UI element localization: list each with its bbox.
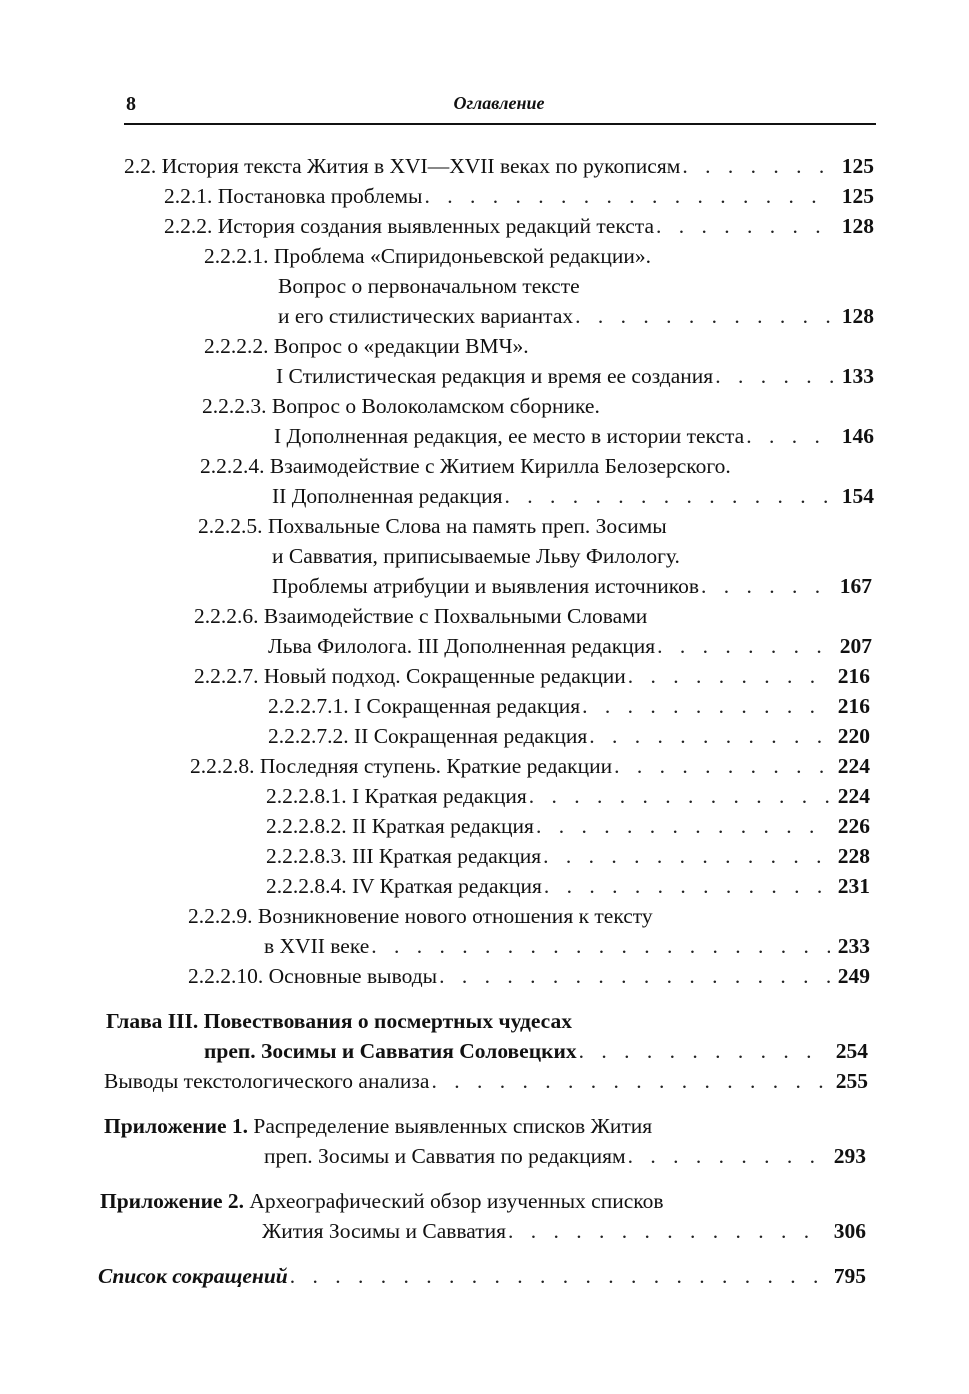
toc-entry: Льва Филолога. III Дополненная редакция . . . 207 [268, 631, 872, 661]
toc-entry: 2.2.2.7.1. I Сокращенная редакция . . . 216 [268, 691, 870, 721]
toc-entry: 2.2.2.8. Последняя ступень. Краткие редакции . . . 224 [190, 751, 870, 781]
toc-entry: 2.2.2.10. Основные выводы . . . 249 [188, 961, 870, 991]
toc-entry: в XVII веке . . . 233 [264, 931, 870, 961]
toc-entry: 2.2.2.7. Новый подход. Сокращенные редакции . . . 216 [194, 661, 870, 691]
toc-entry: Вопрос о первоначальном тексте [278, 274, 580, 298]
toc-entry: 2.2.2.9. Возникновение нового отношения к тексту [188, 904, 653, 928]
running-title: Оглавление [453, 93, 545, 113]
toc-entry: Список сокращений . . . 795 [98, 1261, 866, 1291]
toc-entry: 2.2.2.8.3. III Краткая редакция . . . 228 [266, 841, 870, 871]
toc-entry: и Савватия, приписываемые Льву Филологу. [272, 544, 680, 568]
toc-entry: 2.2. История текста Жития в XVI—XVII веках по рукописям . . . 125 [124, 151, 874, 181]
toc-entry: преп. Зосимы и Савватия по редакциям . . . 293 [264, 1141, 866, 1171]
toc-entry: 2.2.2.8.1. I Краткая редакция . . . 224 [266, 781, 870, 811]
toc-entry: Жития Зосимы и Савватия . . . 306 [262, 1216, 866, 1246]
toc-entry: 2.2.1. Постановка проблемы . . . 125 [164, 181, 874, 211]
toc-entry: преп. Зосимы и Савватия Соловецких . . . 254 [204, 1036, 868, 1066]
toc-entry: 2.2.2.7.2. II Сокращенная редакция . . . 220 [268, 721, 870, 751]
toc-entry: 2.2.2. История создания выявленных редакций текста . . . 128 [164, 211, 874, 241]
toc-entry: Проблемы атрибуции и выявления источников . . . 167 [272, 571, 872, 601]
toc-entry: 2.2.2.6. Взаимодействие с Похвальными Словами [194, 604, 648, 628]
page-number: 8 [126, 93, 136, 115]
toc-entry: 2.2.2.1. Проблема «Спиридоньевской редакции». [204, 244, 651, 268]
toc-entry: 2.2.2.8.4. IV Краткая редакция . . . 231 [266, 871, 870, 901]
toc-appendix-heading: Приложение 2. Археографический обзор изученных списков [100, 1189, 664, 1213]
toc-entry: 2.2.2.4. Взаимодействие с Житием Кирилла Белозерского. [200, 454, 731, 478]
toc-appendix-heading: Приложение 1. Распределение выявленных списков Жития [104, 1114, 653, 1138]
toc-entry: и его стилистических вариантах . . . 128 [278, 301, 874, 331]
toc-entry: 2.2.2.8.2. II Краткая редакция . . . 226 [266, 811, 870, 841]
toc-entry: 2.2.2.2. Вопрос о «редакции ВМЧ». [204, 334, 529, 358]
toc-entry: I Стилистическая редакция и время ее создания . . . 133 [276, 361, 874, 391]
toc-entry: 2.2.2.5. Похвальные Слова на память преп. Зосимы [198, 514, 667, 538]
toc-chapter-heading: Глава III. Повествования о посмертных чудесах [106, 1009, 572, 1033]
toc-entry: Выводы текстологического анализа . . . 255 [104, 1066, 868, 1096]
toc-entry: 2.2.2.3. Вопрос о Волоколамском сборнике. [202, 394, 600, 418]
toc-entry: I Дополненная редакция, ее место в истории текста . . . 146 [274, 421, 874, 451]
toc-entry: II Дополненная редакция . . . 154 [272, 481, 874, 511]
